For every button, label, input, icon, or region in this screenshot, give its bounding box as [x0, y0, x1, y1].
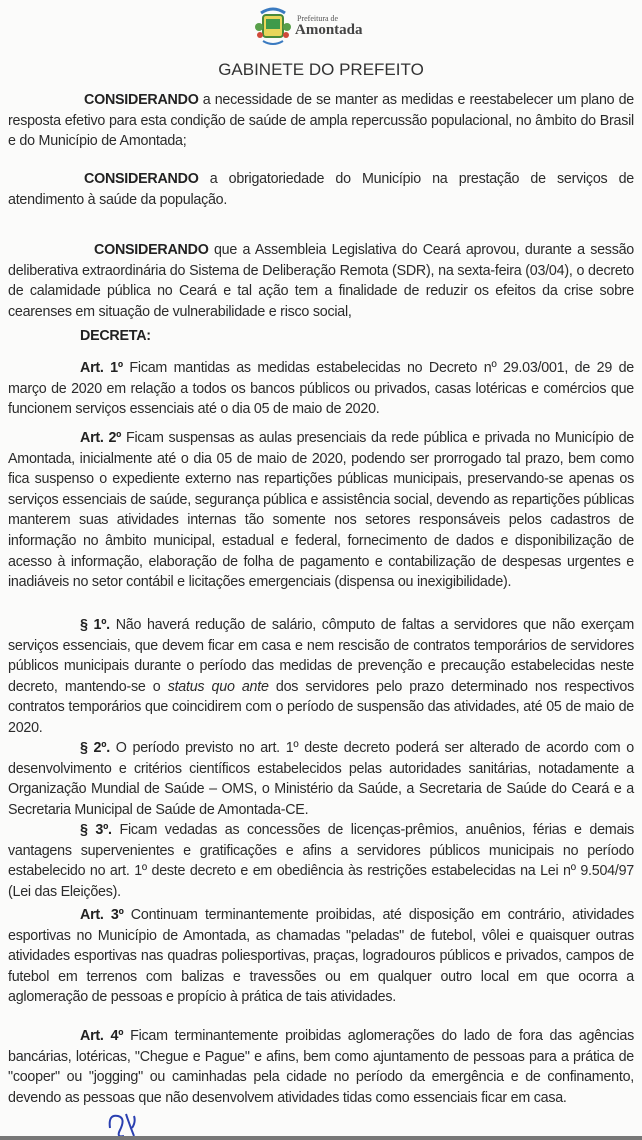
article-lead: Art. 4º: [80, 1028, 124, 1044]
considerando-1: [8, 90, 634, 152]
municipality-logo: [255, 4, 395, 48]
decreta-label: DECRETA:: [80, 328, 151, 344]
paragraph-lead: § 2º.: [80, 740, 110, 756]
article-text: Ficam mantidas as medidas estabelecidas no Decreto nº 29.03/001, de 29 de março de 2020 em relação a todos os bancos públicos ou privados, casas lotéricas e comércios que funcionem serviços essenciais até o dia 05 de maio de 2020.: [8, 360, 634, 418]
article-text: Continuam terminantemente proibidas, até disposição em contrário, atividades esportivas no Município de Amontada, as chamadas "peladas" de futebol, vôlei e quaisquer outras atividades esportivas nas quadras poliesportivas, praças, logradouros públicos e privados, campos de futebol em terrenos com balizas e travessões ou em qualquer outro local em que ocorra a aglomeração de pessoas e propício à prática de tais atividades.: [8, 907, 634, 1006]
paragraph-2: [8, 738, 634, 820]
paragraph-3: [8, 820, 634, 902]
considerando-3: [8, 240, 634, 322]
article-text: Ficam terminantemente proibidas aglomerações do lado de fora das agências bancárias, lotéricas, "Chegue e Pague" e afins, bem como ajuntamento de pessoas para a prática de "cooper" ou "jogging" ou caminhadas pela cidade no período da emergência e de confinamento, devendo as pessoas que não desenvolvem atividades tidas como essenciais ficar em casa.: [8, 1028, 634, 1106]
clause-lead: CONSIDERANDO: [84, 171, 199, 187]
decreta-heading: [8, 326, 634, 347]
logo-name: Amontada: [295, 21, 363, 38]
article-lead: Art. 2º: [80, 430, 122, 446]
paragraph-text: O período previsto no art. 1º deste decreto poderá ser alterado de acordo com o desenvolvimento e critérios científicos estabelecidos pelas autoridades sanitárias, notadamente a Organização Mundial de Saúde – OMS, o Ministério da Saúde, a Secretaria de Saúde do Ceará e a Secretaria Municipal de Saúde de Amontada-CE.: [8, 740, 635, 818]
paragraph-text: dos servidores pelo prazo determinado nos respectivos contratos temporários que coincidirem com o período de suspensão das atividades, até 05 de maio de 2020.: [8, 678, 634, 736]
paragraph-lead: § 3º.: [80, 822, 112, 838]
paragraph-lead: § 1º.: [80, 617, 110, 633]
clause-lead: CONSIDERANDO: [84, 92, 199, 108]
coat-of-arms-icon: [255, 5, 291, 47]
paragraph-1: [8, 615, 634, 739]
paragraph-text: Não haverá redução de salário, cômputo de faltas a servidores que não exerçam serviços essenciais, que devem ficar em casa e nem rescisão de contratos temporários de servidores públicos municipais durante o período das medidas de prevenção e precaução estabelecidas neste decreto, mantendo-se o: [8, 617, 634, 695]
article-1: [8, 358, 634, 420]
article-text: Ficam suspensas as aulas presenciais da rede pública e privada no Município de Amontada, inicialmente até o dia 05 de maio de 2020, podendo ser prorrogado tal prazo, bem como fica suspenso o expediente externo nas repartições públicas municipais, preservando-se apenas os serviços essenciais de saúde, segurança pública e assistência social, devendo as repartições públicas manterem suas atividades internas tão somente nos setores responsáveis pelos cadastros de informação no âmbito municipal, estadual e federal, fornecimento de dados e disponibilização de acesso à informação, elaboração de folha de pagamento e contabilização de despesas urgentes e inadiáveis no setor contábil e licitações emergenciais (dispensa ou inexigibilidade).: [8, 430, 634, 591]
paragraph-text: Ficam vedadas as concessões de licenças-prêmios, anuênios, férias e demais vantagens supervenientes e gratificações e afins a servidores públicos municipais no período estabelecido no art. 1º deste decreto e em obediência às restrições estabelecidas na Lei nº 9.504/97 (Lei das Eleições).: [8, 822, 634, 900]
article-4: [8, 1026, 634, 1108]
clause-text: a obrigatoriedade do Município na prestação de serviços de atendimento à saúde da população.: [8, 171, 634, 208]
paragraph-italic: status quo ante: [167, 678, 269, 695]
page-bottom-edge: [0, 1136, 642, 1140]
clause-lead: CONSIDERANDO: [94, 242, 209, 258]
clause-text: a necessidade de se manter as medidas e reestabelecer um plano de resposta efetivo para esta condição de saúde de ampla repercussão populacional, no âmbito do Brasil e do Município de Amontada;: [8, 92, 634, 150]
considerando-2: [8, 169, 634, 210]
clause-text: que a Assembleia Legislativa do Ceará aprovou, durante a sessão deliberativa extraordinária do Sistema de Deliberação Remota (SDR), na sexta-feira (03/04), o decreto de calamidade pública no Ceará e tal ação tem a finalidade de reduzir os efeitos da crise sobre cearenses em situação de vulnerabilidade e risco social,: [8, 242, 634, 320]
article-lead: Art. 3º: [80, 907, 124, 923]
article-lead: Art. 1º: [80, 360, 123, 376]
logo-prefix: Prefeitura de: [297, 13, 339, 23]
article-2: [8, 428, 634, 593]
article-3: [8, 905, 634, 1008]
page-title: GABINETE DO PREFEITO: [218, 60, 424, 79]
